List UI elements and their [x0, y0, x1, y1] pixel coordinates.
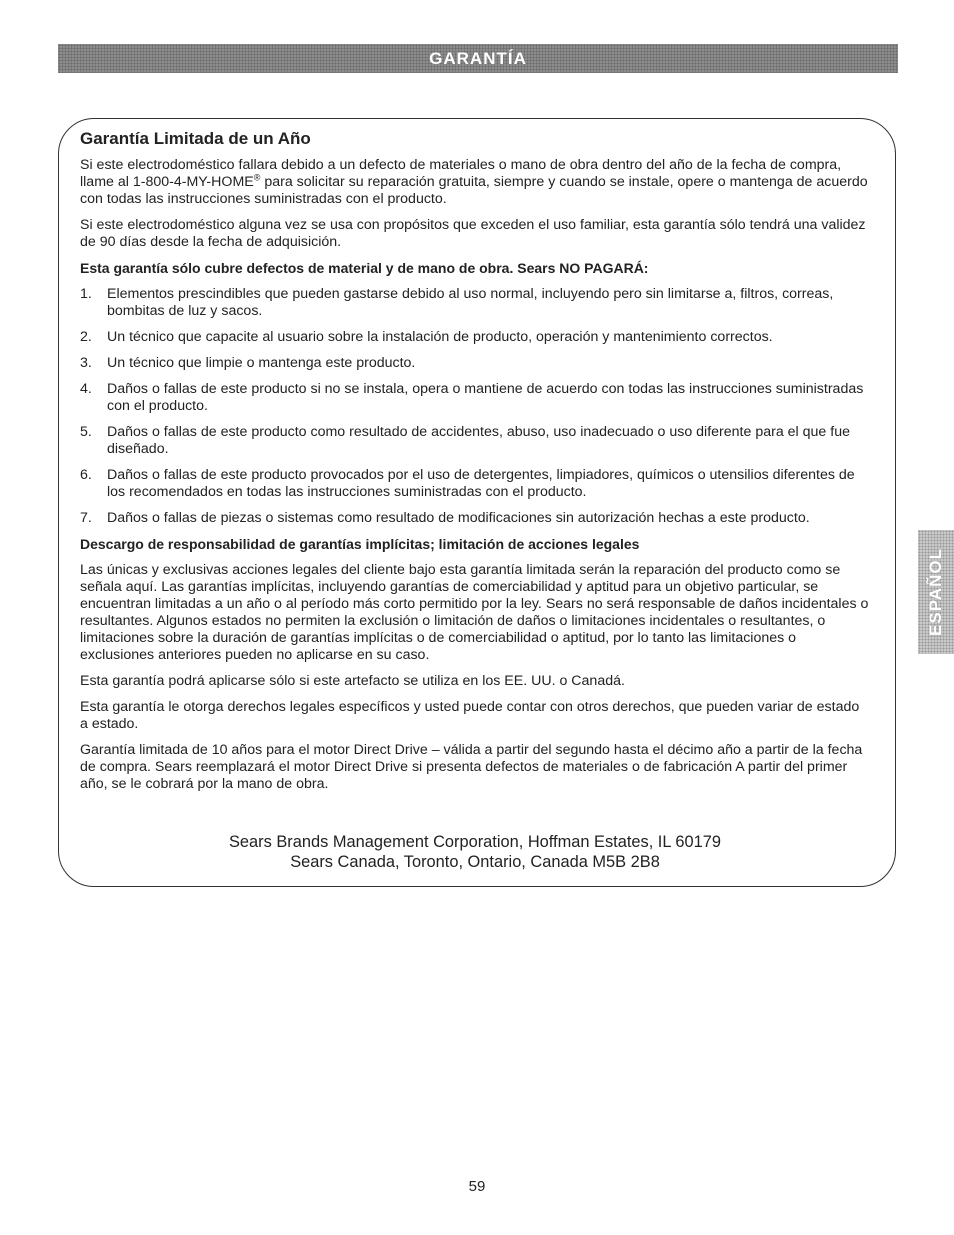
list-item	[80, 329, 870, 346]
family-use-paragraph: Si este electrodoméstico alguna vez se usa con propósitos que exceden el uso familiar, esta garantía sólo tendrá una validez de 90 días desde la fecha de adquisición.	[80, 217, 866, 250]
territory-paragraph: Esta garantía podrá aplicarse sólo si este artefacto se utiliza en los EE. UU. o Canadá.	[80, 673, 625, 689]
disclaimer-text: Las únicas y exclusivas acciones legales del cliente bajo esta garantía limitada serán la reparación del producto como se señala aquí. Las garantías implícitas, incluyendo garantías de comerciabilidad y aptitud para un objetivo particular, se encuentran limitadas a un año o al período más corto permitido por la ley. Sears no será responsable de daños incidentales o resultantes. Algunos estados no permiten la exclusión o limitación de daños o limitaciones incidentales o resultantes, o limitaciones sobre la duración de garantías implícitas o de comerciabilidad o aptitud, por lo tanto las limitaciones o exclusiones anteriores pueden no aplicarse en su caso.	[80, 562, 869, 663]
list-item-text: Un técnico que capacite al usuario sobre la instalación de producto, operación y mantenimiento correctos.	[107, 329, 773, 345]
language-side-tab	[918, 530, 954, 654]
disclaimer-title: Descargo de responsabilidad de garantías implícitas; limitación de acciones legales	[80, 536, 640, 552]
list-item-number: 2.	[80, 329, 92, 345]
banner-title: GARANTÍA	[429, 48, 527, 68]
company-us: Sears Brands Management Corporation, Hoffman Estates, IL 60179	[229, 833, 721, 851]
exclusions-title: Esta garantía sólo cubre defectos de material y de mano de obra. Sears NO PAGARÁ:	[80, 260, 649, 276]
motor-warranty-paragraph: Garantía limitada de 10 años para el motor Direct Drive – válida a partir del segundo hasta el décimo año a partir de la fecha de compra. Sears reemplazará el motor Direct Drive si presenta defectos de materiales o de fabricación A partir del primer año, se le cobrará por la mano de obra.	[80, 742, 863, 792]
warranty-intro	[80, 157, 870, 208]
list-item-text: Daños o fallas de este producto como resultado de accidentes, abuso, uso inadecuado o uso diferente para el que fue diseñado.	[107, 424, 850, 457]
page-number: 59	[468, 1178, 486, 1195]
legal-rights-paragraph: Esta garantía le otorga derechos legales específicos y usted puede contar con otros derechos, que pueden variar de estado a estado.	[80, 699, 860, 732]
list-item-number: 1.	[80, 286, 92, 302]
company-canada: Sears Canada, Toronto, Ontario, Canada M5B 2B8	[290, 853, 660, 871]
registered-mark: ®	[253, 172, 261, 183]
list-item-number: 6.	[80, 467, 92, 483]
list-item-number: 3.	[80, 355, 92, 371]
warranty-intro-text: Si este electrodoméstico fallara debido a un defecto de materiales o mano de obra dentro del año de la fecha de compra, llame al 1-800-4-MY-HOME	[80, 157, 842, 190]
list-item-text: Elementos prescindibles que pueden gastarse debido al uso normal, incluyendo pero sin limitarse a, filtros, correas, bombitas de luz y sacos.	[107, 286, 834, 319]
list-item	[80, 355, 870, 372]
section-banner	[58, 44, 898, 73]
warranty-content	[80, 130, 870, 802]
warranty-intro-text-end: para solicitar su reparación gratuita, siempre y cuando se instale, opere o mantenga de acuerdo con todas las instrucciones suministradas con el producto.	[80, 174, 868, 207]
list-item-number: 7.	[80, 510, 92, 526]
list-item	[80, 510, 870, 527]
side-tab-label: ESPAÑOL	[926, 548, 946, 636]
list-item-number: 4.	[80, 381, 92, 397]
exclusions-list	[80, 286, 870, 527]
list-item-text: Daños o fallas de este producto provocados por el uso de detergentes, limpiadores, químicos o utensilios diferentes de los recomendados en todas las instrucciones suministradas con el producto.	[107, 467, 855, 500]
list-item-text: Daños o fallas de piezas o sistemas como resultado de modificaciones sin autorización hechas a este producto.	[107, 510, 810, 526]
list-item	[80, 424, 870, 458]
list-item-number: 5.	[80, 424, 92, 440]
list-item	[80, 381, 870, 415]
list-item	[80, 467, 870, 501]
list-item-text: Daños o fallas de este producto si no se instala, opera o mantiene de acuerdo con todas las instrucciones suministradas con el producto.	[107, 381, 864, 414]
list-item-text: Un técnico que limpie o mantenga este producto.	[107, 355, 416, 371]
list-item	[80, 286, 870, 320]
warranty-heading: Garantía Limitada de un Año	[80, 129, 311, 148]
